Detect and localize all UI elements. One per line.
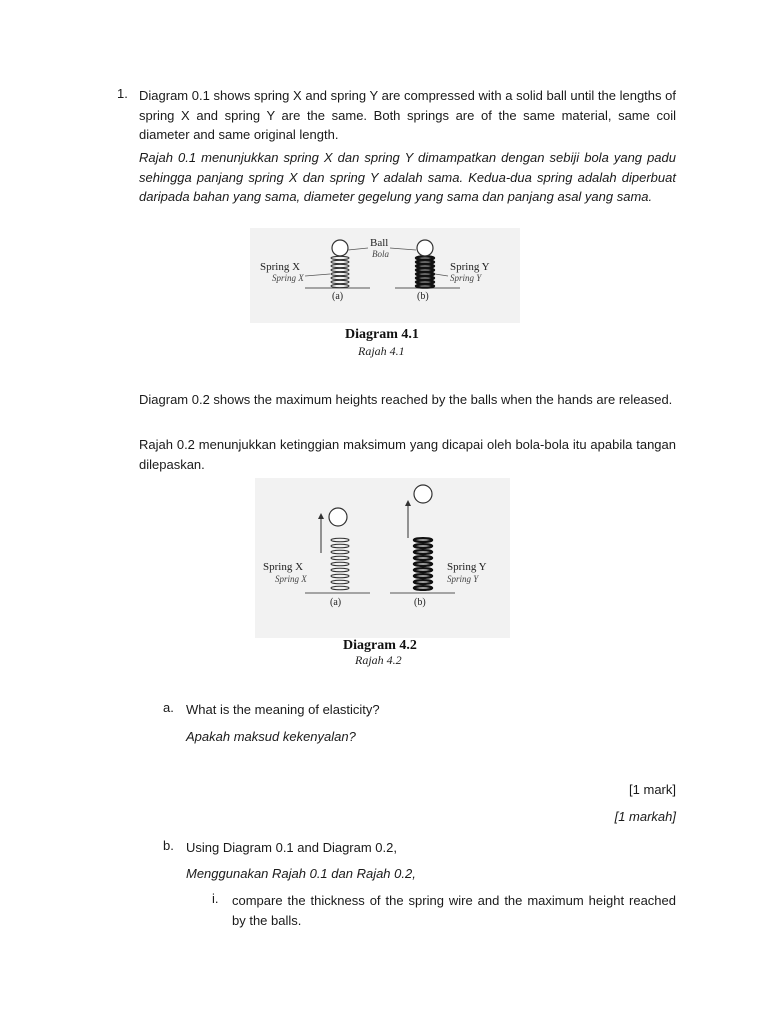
- diagram-caption-malay: Rajah 4.2: [355, 653, 402, 667]
- spring-x-label: Spring X: [263, 561, 304, 573]
- ball-x-max-height: [329, 508, 347, 526]
- question-intro-malay: Rajah 0.1 menunjukkan spring X dan spring Y dimampatkan dengan sebiji bola yang padu sehingga panjang spring X dan spring Y adalah sama. Kedua-dua spring adalah diperbuat daripada bahan yang sama, diameter gegelung yang sama dan panjang asal yang sama.: [139, 150, 676, 204]
- spring-y-label-malay: Spring Y: [447, 574, 479, 584]
- spring-x-label-malay: Spring X: [272, 273, 304, 283]
- ball-label: Ball: [370, 237, 389, 249]
- label-b: (b): [414, 597, 426, 608]
- spring-y-compressed: [416, 256, 434, 287]
- spring-y-label: Spring Y: [450, 261, 490, 273]
- ball-a: [332, 240, 348, 256]
- part-b-i-question: compare the thickness of the spring wire and the maximum height reached by the balls.: [232, 893, 676, 928]
- label-b: (b): [417, 291, 429, 302]
- ball-label-malay: Bola: [372, 249, 389, 259]
- part-a-question: What is the meaning of elasticity?: [186, 702, 380, 717]
- diagram2-intro-malay: Rajah 0.2 menunjukkan ketinggian maksimum yang dicapai oleh bola-bola itu apabila tangan dilepaskan.: [139, 437, 676, 472]
- diagram-caption: Diagram 4.1: [345, 327, 419, 342]
- part-b-question: Using Diagram 0.1 and Diagram 0.2,: [186, 840, 397, 855]
- part-b-label: b.: [163, 838, 174, 853]
- diagram-4-2: [255, 478, 510, 673]
- part-b-i-label: i.: [212, 891, 219, 906]
- label-a: (a): [332, 291, 344, 302]
- ball-y-max-height: [414, 485, 432, 503]
- spring-y-label-malay: Spring Y: [450, 273, 482, 283]
- question-intro-english: Diagram 0.1 shows spring X and spring Y are compressed with a solid ball until the lengths of spring X and spring Y are the same. Both springs are of the same material, same coil diameter and same original length.: [139, 88, 676, 142]
- question-number: 1.: [117, 86, 128, 101]
- part-a-label: a.: [163, 700, 174, 715]
- part-a-question-malay: Apakah maksud kekenyalan?: [186, 729, 356, 744]
- spring-x-label: Spring X: [260, 261, 301, 273]
- part-a-mark: [1 mark]: [629, 782, 676, 797]
- ball-b: [417, 240, 433, 256]
- part-b-question-malay: Menggunakan Rajah 0.1 dan Rajah 0.2,: [186, 866, 416, 881]
- diagram-caption: Diagram 4.2: [343, 638, 417, 653]
- spring-x-label-malay: Spring X: [275, 574, 307, 584]
- label-a: (a): [330, 597, 342, 608]
- diagram2-intro-english: Diagram 0.2 shows the maximum heights reached by the balls when the hands are released.: [139, 392, 673, 407]
- spring-y-label: Spring Y: [447, 561, 487, 573]
- diagram-caption-malay: Rajah 4.1: [358, 344, 405, 358]
- part-a-mark-malay: [1 markah]: [614, 809, 676, 824]
- diagram-4-1: [250, 228, 520, 363]
